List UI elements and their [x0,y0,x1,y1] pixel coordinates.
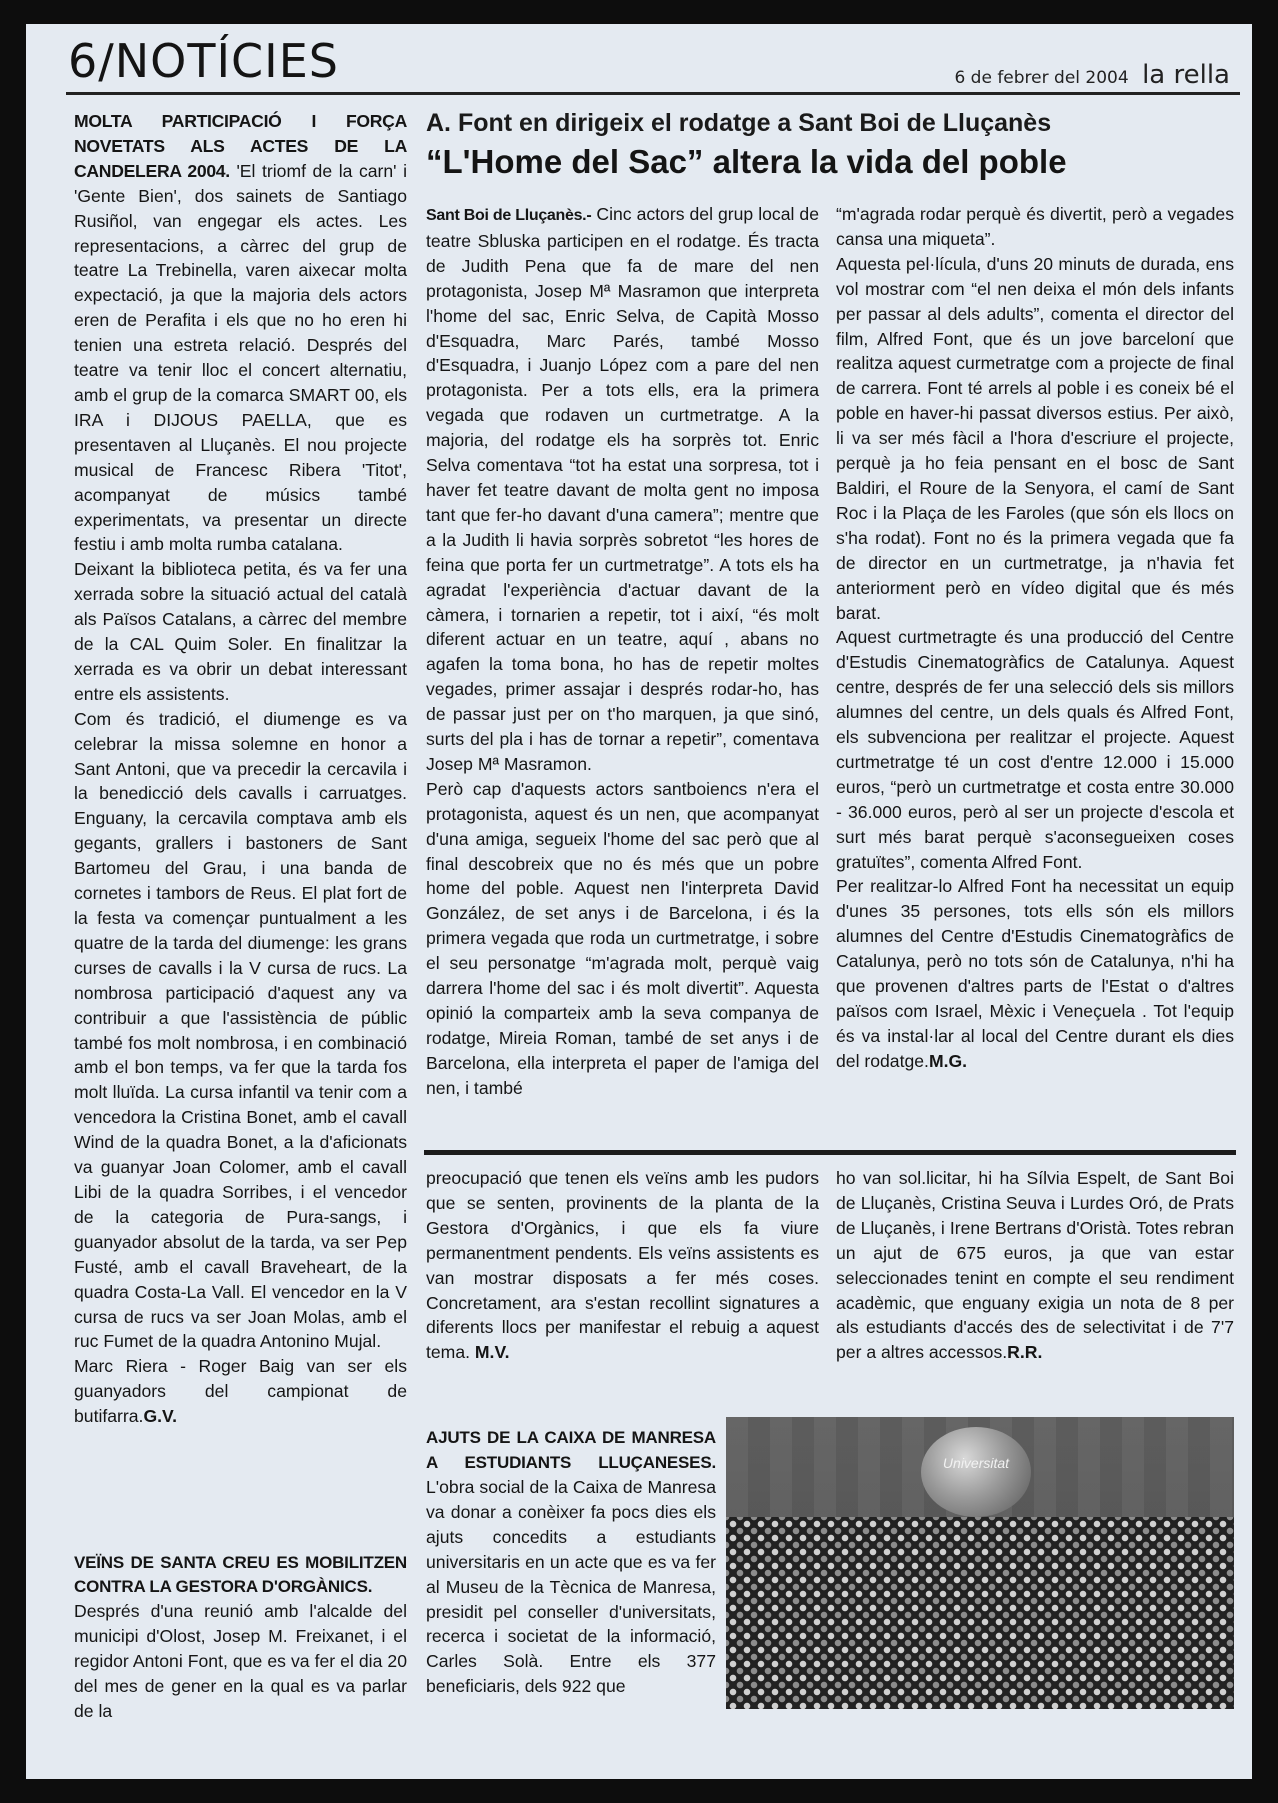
photo-crowd [726,1517,1234,1709]
article-candelera [74,109,407,1429]
header-masthead [954,60,1230,90]
article-home-del-sac-p4: Aquesta pel·lícula, d'uns 20 minuts de durada, ens vol mostrar com “el nen deixa el món dels infants per passar al dels adults”, comenta el director del film, Alfred Font, que és un jove barceloní que realitza aquest curmetratge com a projecte de final de carrera. Font té arrels al poble i es coneix bé el poble en haver-hi passat diversos estius. Per això, li va ser més fàcil a l'hora d'escriure el projecte, perquè ja ho feia pensant en el bosc de Sant Baldiri, el Roure de la Senyora, el camí de Sant Roc i la Plaça de les Faroles (que són els llocs on s'ha rodat). Font no és la primera vegada que fa de director en un curtmetratge, ja n'havia fet anteriorment però en vídeo digital que és més barat. [836,253,1234,623]
article-ajuts-continued [836,1166,1234,1365]
newspaper-page [26,24,1252,1779]
article-kicker: A. Font en dirigeix el rodatge a Sant Boi de Lluçanès [426,109,1052,137]
group-photo [726,1417,1234,1709]
article-home-del-sac-p3: “m'agrada rodar perquè és divertit, però a vegades cansa una miqueta”. [836,204,1234,249]
article-santa-creu-heading: VEÏNS DE SANTA CREU ES MOBILITZEN CONTRA LA GESTORA D'ORGÀNICS. [74,1553,407,1596]
article-santa-creu-p2: preocupació que tenen els veïns amb les pudors que se senten, provinents de la planta de la Gestora d'Orgànics, i que els fa viure permanentment pendents. Els veïns assistents es van mostrar disposats a fer més coses. Concretament, ara s'estan recollint signatures a diferents llocs per manifestar el rebuig a aquest tema. M.V. [426,1168,819,1363]
article-ajuts-signature: R.R. [1007,1342,1043,1363]
article-home-del-sac-signature: M.G. [928,1050,968,1071]
article-candelera-p3: Com és tradició, el diumenge es va celebrar la missa solemne en honor a Sant Antoni, que va precedir la cercavila i la benedicció dels cavalls i carruatges. Enguany, la cercavila comptava amb els gegants, grallers i bastoners de Sant Bartomeu del Grau, i una banda de cornetes i tambors de Reus. El plat fort de la festa va començar puntualment a les quatre de la tarda del diumenge: les grans curses de cavalls i la V cursa de rucs. La nombrosa participació d'aquest any va contribuir a que l'assistència de públic també fos molt nombrosa, i en combinació amb el bon temps, va fer que la tarda fos molt lluïda. La cursa infantil va tenir com a vencedora la Cristina Bonet, amb el cavall Wind de la quadra Bonet, a la d'aficionats va guanyar Joan Colomer, amb el cavall Libi de la quadra Sorribes, i el vencedor de la categoria de Pura-sangs, i guanyador absolut de la tarda, va ser Pep Fusté, amb el cavall Braveheart, de la quadra Costa-La Vall. El vencedor en la V cursa de rucs va ser Joan Molas, amb el ruc Fumet de la quadra Antonino Mujal. [74,708,407,1352]
article-ajuts-heading: AJUTS DE LA CAIXA DE MANRESA A ESTUDIANTS LLUÇANESES. [426,1428,716,1472]
article-home-del-sac-col1 [426,202,819,1101]
article-dateline: Sant Boi de Lluçanès.- [426,207,592,224]
article-candelera-p1: MOLTA PARTICIPACIÓ I FORÇA NOVETATS ALS ACTES DE LA CANDELERA 2004. 'El triomf de la carn' i 'Gente Bien', dos sainets de Santiago Rusiñol, van engegar els actes. Les representacions, a càrrec del grup de teatre La Trebinella, varen aixecar molta expectació, ja que la majoria dels actors eren de Perafita i els que no ho eren hi tenien una estreta relació. Després del teatre va tenir lloc el concert alternatiu, amb el grup de la comarca SMART 00, els IRA i DIJOUS PAELLA, que es presentaven al Lluçanès. El nou projecte musical de Francesc Ribera 'Titot', acompanyat de músics també experimentats, va presentar un directe festiu i amb molta rumba catalana. [74,111,407,555]
article-home-del-sac-p6: Per realitzar-lo Alfred Font ha necessitat un equip d'unes 35 persones, tots ells són els millors alumnes del Centre d'Estudis Cinematogràfics de Catalunya, però no tots són de Catalunya, n'hi ha que provenen d'altres parts de l'Estat o d'altres països com Israel, Mèxic i Veneçuela . Tot l'equip és va instal·lar al local del Centre durant els dies del rodatge.M.G. [836,876,1234,1071]
header-rule [66,92,1240,95]
article-home-del-sac-p2: Però cap d'aquests actors santboiencs n'era el protagonista, aquest és un nen, que acompanyat d'una amiga, segueix l'home del sac però que al final descobreix que no és més que un pobre home del poble. Aquest nen l'interpreta David González, de set anys i de Barcelona, i és la primera vegada que roda un curtmetratge, i sobre el seu personatge “m'agrada molt, perquè vaig darrera l'home del sac i és molt divertit”. Aquesta opinió la comparteix amb la seva companya de rodatge, Mireia Roman, també de set anys i de Barcelona, ella interpreta el paper de l'amiga del nen, i també [426,778,819,1098]
photo-banner-text: Universitat [942,1455,1010,1471]
article-santa-creu-p1: Després d'una reunió amb l'alcalde del municipi d'Olost, Josep M. Freixanet, i el regidor Antoni Font, que es va fer el dia 20 del mes de gener en la qual es va parlar de la [74,1601,407,1721]
paper-name: la rella [1142,60,1230,90]
section-divider [424,1150,1236,1155]
article-ajuts-p2: ho van sol.licitar, hi ha Sílvia Espelt, de Sant Boi de Lluçanès, Cristina Seuva i Lurdes Oró, de Prats de Lluçanès, i Irene Bertrans d'Oristà. Totes rebran un ajut de 675 euros, ja que van estar seleccionades tenint en compte el seu rendiment acadèmic, que enguany exigia un nota de 8 per als estudiants d'accés des de selectivitat i de 7'7 per a altres accessos.R.R. [836,1168,1234,1363]
section-title: 6/NOTÍCIES [68,34,339,88]
photo-globe-sign [921,1427,1031,1517]
page-header [62,34,1240,106]
article-home-del-sac-col2 [836,202,1234,1074]
article-home-del-sac-titles [426,106,1236,184]
article-candelera-p2: Deixant la biblioteca petita, és va fer una xerrada sobre la situació actual del català als Països Catalans, a càrrec del membre de la CAL Quim Soler. En finalitzar la xerrada es va obrir un debat interessant entre els assistents. [74,559,407,704]
article-santa-creu [74,1551,407,1724]
article-headline: “L'Home del Sac” altera la vida del poble [426,143,1067,180]
article-santa-creu-signature: M.V. [474,1342,510,1363]
article-santa-creu-continued [426,1166,819,1365]
article-ajuts [426,1425,716,1699]
article-home-del-sac-p1: Sant Boi de Lluçanès.- Cinc actors del grup local de teatre Sbluska participen en el rodatge. És tracta de Judith Pena que fa de mare del nen protagonista, Josep Mª Masramon que interpreta l'home del sac, Enric Selva, de Capità Mosso d'Esquadra, Marc Parés, també Mosso d'Esquadra, i Juanjo López com a pare del nen protagonista. Per a tots ells, era la primera vegada que rodaven un curtmetratge. A la majoria, del rodatge els ha sorprès tot. Enric Selva comentava “tot ha estat una sorpresa, tot i haver fet teatre davant de molta gent no imposa tant que fer-ho davant d'una camera”; mentre que a la Judith li havia sorprès sobretot “les hores de feina que porta fer un curtmetratge”. A tots els ha agradat l'experiència d'actuar davant de la càmera, i tornarien a repetir, tot i així, “és molt diferent actuar en un teatre, aquí , abans no agafen la toma bona, ho has de repetir moltes vegades, primer assajar i després rodar-ho, has de passar just per on t'ho marquen, ja que sinó, surts del pla i has de tornar a repetir”, comentava Josep Mª Masramon. [426,204,819,774]
article-home-del-sac-p5: Aquest curtmetragte és una producció del Centre d'Estudis Cinematogràfics de Catalunya. Aquest centre, després de fer una selecció dels sis millors alumnes del centre, un dels quals és Alfred Font, els subvenciona per realitzar el projecte. Aquest curtmetratge té un cost d'entre 12.000 i 15.000 euros, “però un curtmetratge et costa entre 30.000 - 36.000 euros, però al ser un projecte d'escola et surt més barat perquè s'aconsegueixen coses gratuïtes”, comenta Alfred Font. [836,627,1234,872]
issue-date: 6 de febrer del 2004 [954,68,1129,88]
article-candelera-signature: G.V. [143,1406,178,1427]
article-ajuts-p1: AJUTS DE LA CAIXA DE MANRESA A ESTUDIANTS LLUÇANESES. L'obra social de la Caixa de Manresa va donar a conèixer fa pocs dies els ajuts concedits a estudiants universitaris en un acte que es va fer al Museu de la Tècnica de Manresa, presidit pel conseller d'universitats, recerca i societat de la informació, Carles Solà. Entre els 377 beneficiaris, dels 922 que [426,1428,716,1697]
article-candelera-lead: MOLTA PARTICIPACIÓ I FORÇA NOVETATS ALS ACTES DE LA CANDELERA 2004. [74,111,407,181]
article-candelera-p4: Marc Riera - Roger Baig van ser els guanyadors del campionat de butifarra.G.V. [74,1356,407,1427]
